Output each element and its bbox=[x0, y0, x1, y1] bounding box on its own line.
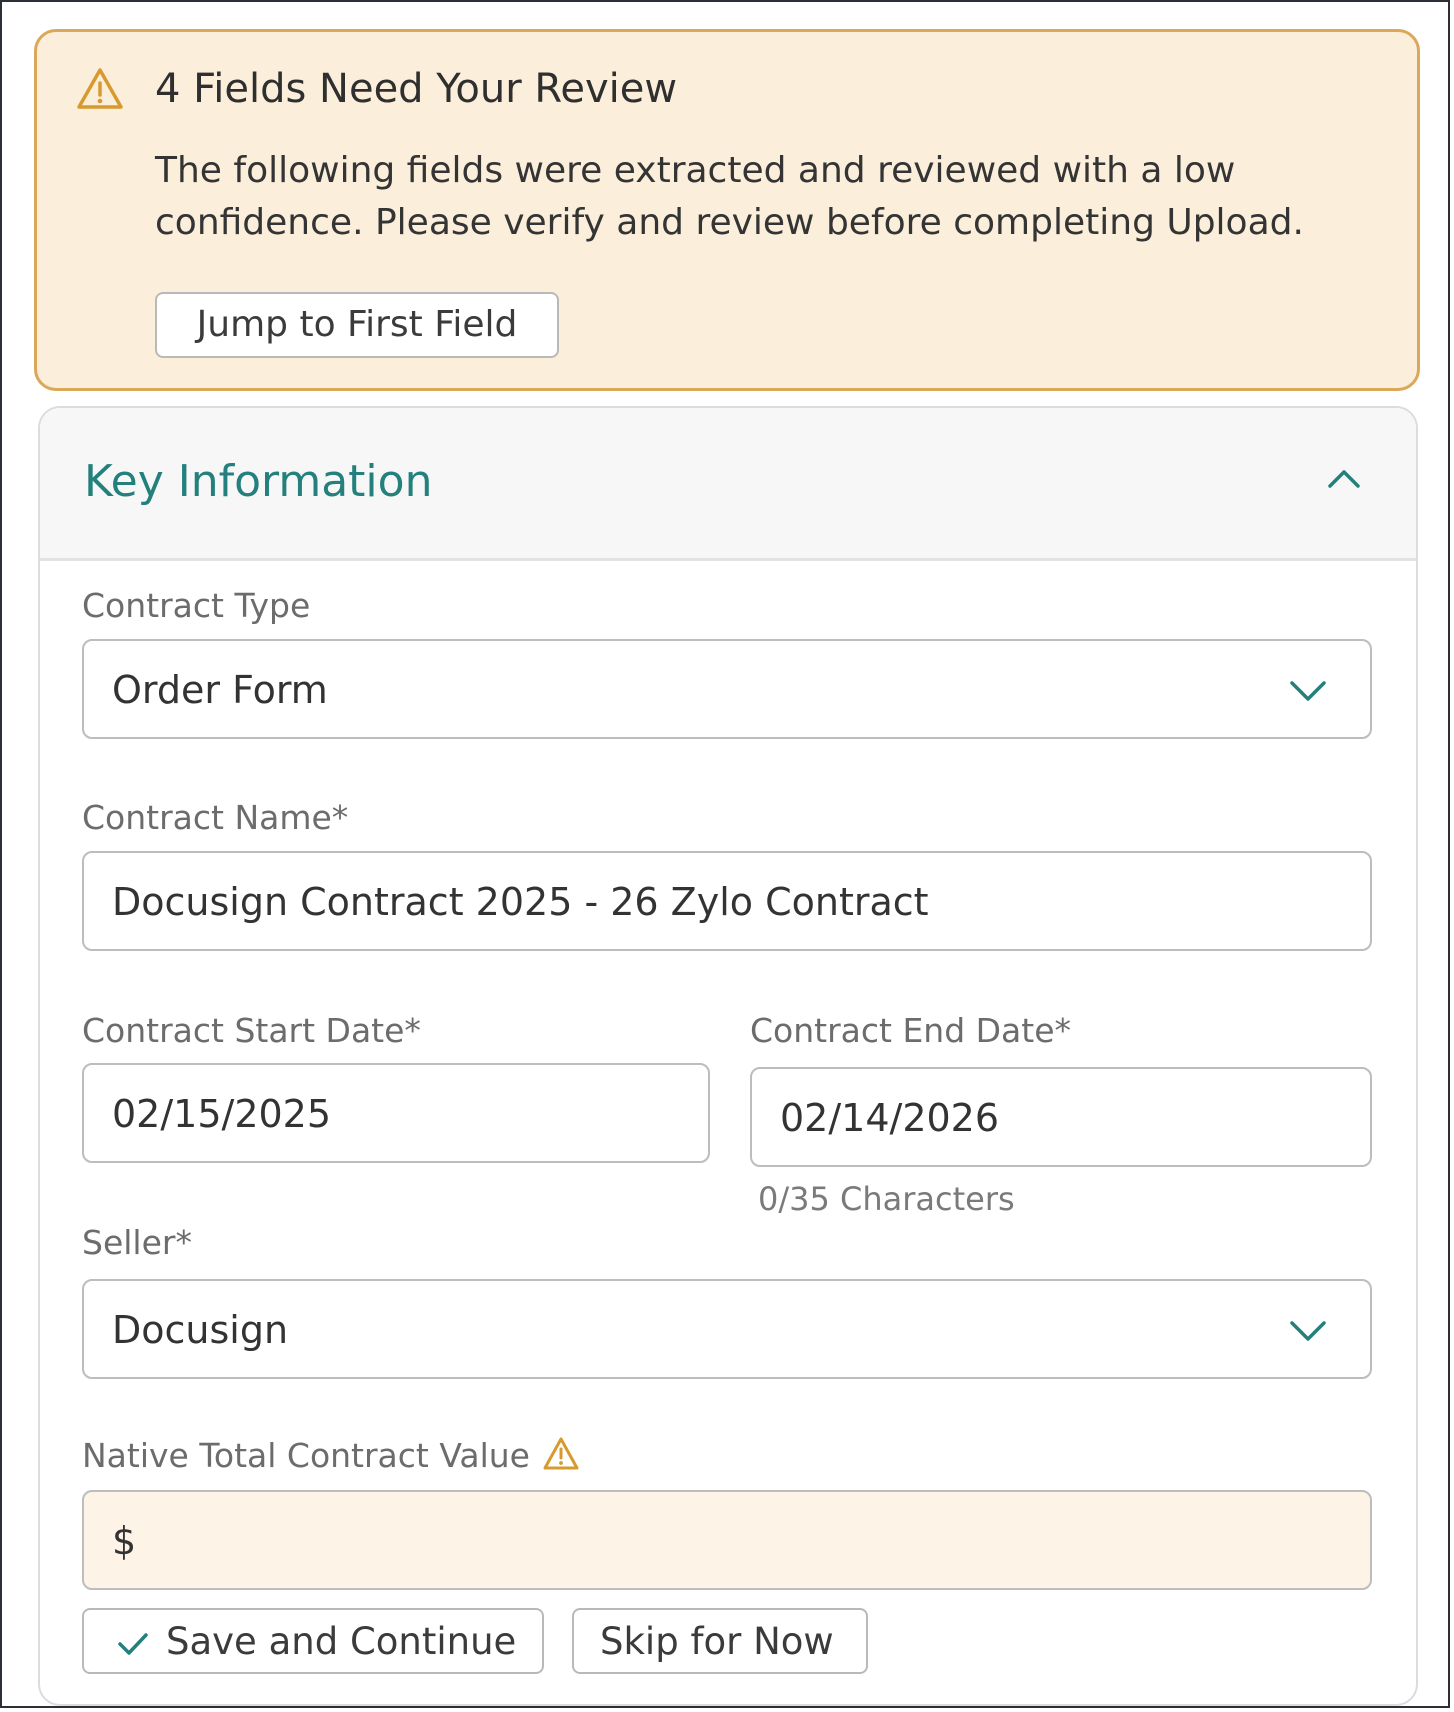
seller-select[interactable] bbox=[82, 1279, 1372, 1379]
native-total-value-label bbox=[82, 1436, 580, 1476]
save-and-continue-button[interactable] bbox=[82, 1608, 544, 1674]
skip-for-now-label: Skip for Now bbox=[600, 1620, 834, 1663]
character-count-helper: 0/35 Characters bbox=[758, 1180, 1015, 1218]
key-information-section bbox=[38, 406, 1418, 1706]
native-total-value-input[interactable] bbox=[82, 1490, 1372, 1590]
chevron-down-icon bbox=[1286, 1315, 1330, 1347]
section-header[interactable] bbox=[40, 408, 1416, 561]
contract-type-select[interactable] bbox=[82, 639, 1372, 739]
chevron-up-icon[interactable] bbox=[1322, 458, 1366, 502]
contract-type-value: Order Form bbox=[112, 668, 328, 712]
alert-description: The following fields were extracted and reviewed with a low confidence. Please verify and review before completing Upload. bbox=[155, 150, 1304, 243]
skip-for-now-button[interactable] bbox=[572, 1608, 868, 1674]
chevron-down-icon bbox=[1286, 675, 1330, 707]
warning-triangle-icon bbox=[542, 1436, 580, 1472]
check-icon bbox=[116, 1630, 150, 1658]
review-alert bbox=[34, 29, 1420, 391]
contract-name-label: Contract Name* bbox=[82, 798, 349, 837]
contract-start-date-label: Contract Start Date* bbox=[82, 1011, 421, 1050]
contract-start-date-value: 02/15/2025 bbox=[112, 1092, 332, 1136]
seller-value: Docusign bbox=[112, 1308, 289, 1352]
warning-triangle-icon bbox=[75, 66, 125, 112]
save-and-continue-label: Save and Continue bbox=[166, 1620, 517, 1663]
contract-name-input[interactable] bbox=[82, 851, 1372, 951]
contract-start-date-input[interactable] bbox=[82, 1063, 710, 1163]
contract-end-date-label: Contract End Date* bbox=[750, 1011, 1072, 1050]
jump-to-first-field-button[interactable]: Jump to First Field bbox=[155, 292, 559, 358]
contract-type-label: Contract Type bbox=[82, 586, 311, 625]
seller-label: Seller* bbox=[82, 1223, 192, 1262]
native-total-value-label-text: Native Total Contract Value bbox=[82, 1436, 530, 1475]
alert-title: 4 Fields Need Your Review bbox=[155, 66, 678, 112]
currency-prefix: $ bbox=[112, 1519, 137, 1563]
contract-end-date-input[interactable] bbox=[750, 1067, 1372, 1167]
section-title: Key Information bbox=[84, 456, 433, 507]
contract-end-date-value: 02/14/2026 bbox=[780, 1096, 1000, 1140]
contract-name-value: Docusign Contract 2025 - 26 Zylo Contract bbox=[112, 880, 929, 924]
